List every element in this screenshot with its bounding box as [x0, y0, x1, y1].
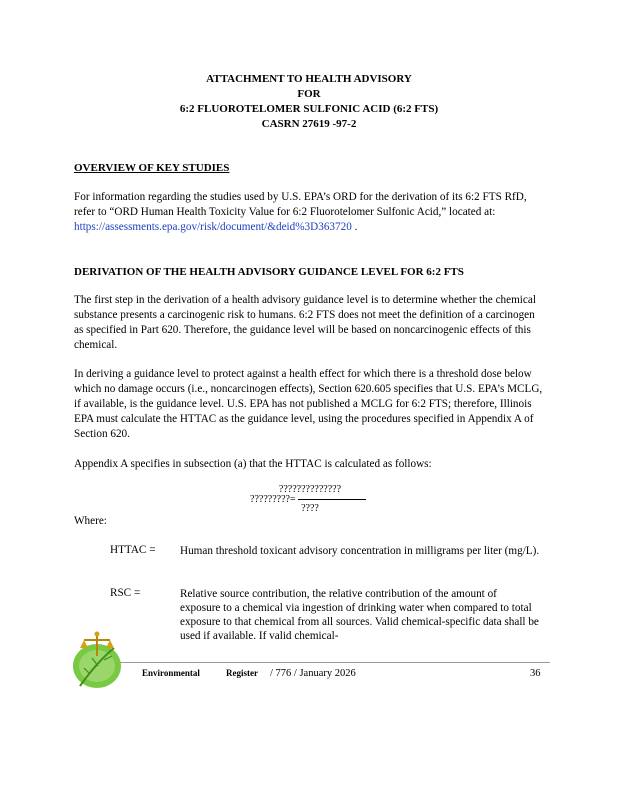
overview-period: . — [354, 221, 358, 233]
formula-numerator: ?????????????? — [278, 484, 342, 495]
formula-fraction-bar — [298, 499, 366, 500]
page-number: 36 — [530, 668, 541, 679]
where-label: Where: — [74, 515, 107, 527]
overview-text: For information regarding the studies used by U.S. EPA’s ORD for the derivation of its 6:2 FTS RfD, refer to “ORD Human Health Toxicity Value for 6:2 Fluorotelomer Sulfonic Acid,” located at: — [74, 191, 527, 218]
definition-term-httac: HTTAC = — [110, 544, 156, 556]
overview-paragraph — [74, 190, 544, 235]
document-title-line1: ATTACHMENT TO HEALTH ADVISORY — [206, 73, 412, 85]
footer-divider — [120, 662, 550, 663]
derivation-paragraph-2: In deriving a guidance level to protect against a health effect for which there is a threshold dose below which no damage occurs (i.e., noncarcinogen effects), Section 620.605 specifies that U.S. EPA’s MCLG, if available, is the guidance level. U.S. EPA has not published a MCLG for 6:2 FTS; therefore, Illinois EPA must calculate the HTTAC as the guidance level, using the procedures specified in Appendix A of Section 620. — [74, 368, 543, 440]
derivation-paragraph-1: The first step in the derivation of a health advisory guidance level is to determine whether the chemical substance presents a carcinogenic risk to humans. 6:2 FTS does not meet the definition of a carcinogen as specified in Part 620. Therefore, the guidance level will be based on noncarcinogenic effects of this chemical. — [74, 294, 536, 351]
section-heading-overview: OVERVIEW OF KEY STUDIES — [74, 162, 230, 174]
derivation-paragraph-3: Appendix A specifies in subsection (a) that the HTTAC is calculated as follows: — [74, 458, 432, 470]
document-title-line3: 6:2 FLUOROTELOMER SULFONIC ACID (6:2 FTS) — [179, 103, 439, 115]
section-heading-derivation: DERIVATION OF THE HEALTH ADVISORY GUIDANCE LEVEL FOR 6:2 FTS — [74, 266, 464, 278]
environmental-register-logo — [70, 628, 124, 692]
formula-denominator: ???? — [301, 503, 319, 514]
definition-term-rsc: RSC = — [110, 587, 141, 599]
assessment-link[interactable]: https://assessments.epa.gov/risk/document/&deid%3D363720 — [74, 221, 352, 233]
definition-text-httac: Human threshold toxicant advisory concentration in milligrams per liter (mg/L). — [180, 545, 540, 557]
footer-issue: / 776 / January 2026 — [270, 668, 356, 679]
definition-text-rsc: Relative source contribution, the relative contribution of the amount of exposure to a chemical via ingestion of drinking water when compared to total exposure to that chemical from all sources. Valid chemical-specific data shall be used if available. If valid chemical- — [180, 588, 539, 642]
footer-publication-left: Environmental — [142, 668, 200, 678]
document-title-line2: FOR — [297, 88, 321, 100]
document-title-line4: CASRN 27619 -97-2 — [261, 118, 357, 130]
footer-publication-right: Register — [226, 668, 258, 678]
formula-left-text: ?????????= — [250, 494, 296, 505]
